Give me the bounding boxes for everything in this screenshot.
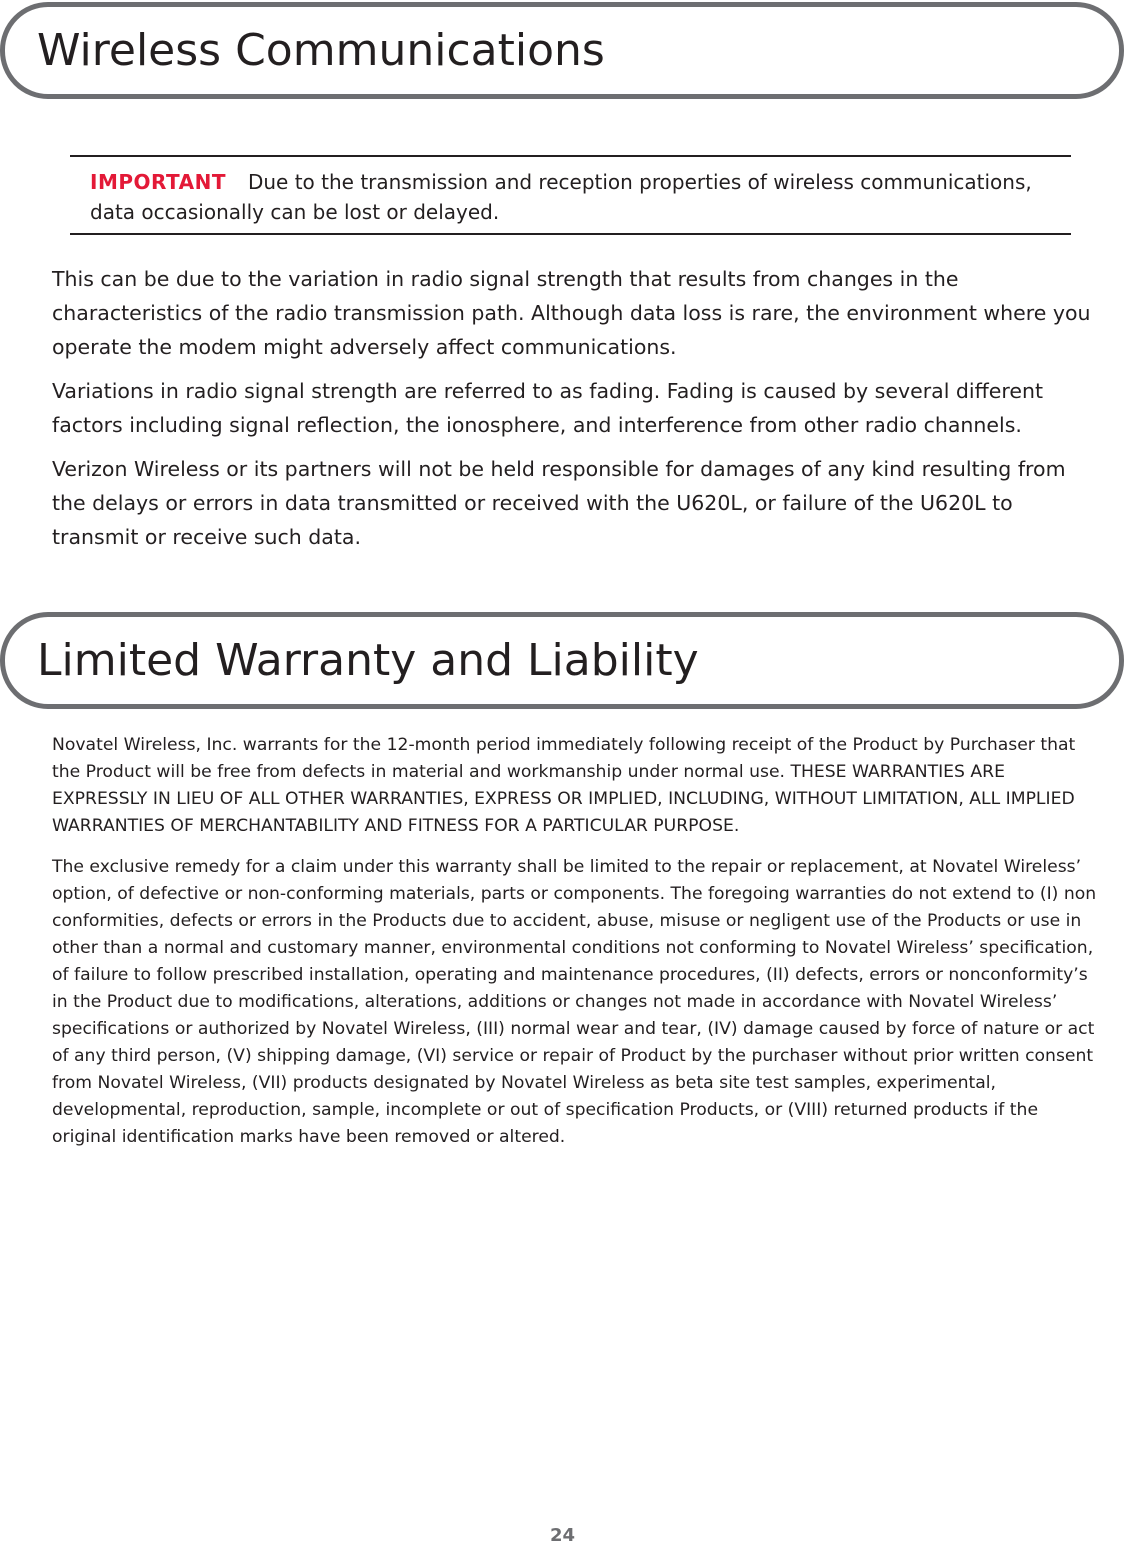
wireless-paragraph-2: Variations in radio signal strength are referred to as fading. Fading is caused by several different factors including signal reflection, the ionosphere, and interference from other radio channels.: [52, 379, 1043, 437]
wireless-communications-title: Wireless Communications: [37, 25, 605, 76]
limited-warranty-banner: [0, 612, 1124, 709]
wireless-communications-banner: [0, 2, 1124, 99]
wireless-body: [52, 262, 1102, 564]
warranty-paragraph-1: Novatel Wireless, Inc. warrants for the 12-month period immediately following receipt of the Product by Purchaser that the Product will be free from defects in material and workmanship under normal use. THESE WARRANTIES ARE EXPRESSLY IN LIEU OF ALL OTHER WARRANTIES, EXPRESS OR IMPLIED, INCLUDING, WITHOUT LIMITATION, ALL IMPLIED WARRANTIES OF MERCHANTABILITY AND FITNESS FOR A PARTICULAR PURPOSE.: [52, 735, 1076, 836]
important-notice: [70, 155, 1071, 235]
page-number: 24: [549, 1525, 576, 1546]
warranty-body: [52, 732, 1100, 1165]
limited-warranty-title: Limited Warranty and Liability: [37, 635, 699, 686]
important-label: IMPORTANT: [90, 170, 226, 194]
important-message: Due to the transmission and reception properties of wireless communications, data occasionally can be lost or delayed.: [90, 170, 1032, 224]
important-notice-text: [90, 167, 1065, 227]
warranty-paragraph-2: The exclusive remedy for a claim under this warranty shall be limited to the repair or replacement, at Novatel Wireless’ option, of defective or non-conforming materials, parts or components. The foregoing warranties do not extend to (I) non conformities, defects or errors in the Products due to accident, abuse, misuse or negligent use of the Products or use in other than a normal and customary manner, environmental conditions not conforming to Novatel Wireless’ specification, of failure to follow prescribed installation, operating and maintenance procedures, (II) defects, errors or nonconformity’s in the Product due to modifications, alterations, additions or changes not made in accordance with Novatel Wireless’ specifications or authorized by Novatel Wireless, (III) normal wear and tear, (IV) damage caused by force of nature or act of any third person, (V) shipping damage, (VI) service or repair of Product by the purchaser without prior written consent from Novatel Wireless, (VII) products designated by Novatel Wireless as beta site test samples, experimental, developmental, reproduction, sample, incomplete or out of specification Products, or (VIII) returned products if the original identification marks have been removed or altered.: [52, 857, 1097, 1147]
wireless-paragraph-1: This can be due to the variation in radio signal strength that results from changes in the characteristics of the radio transmission path. Although data loss is rare, the environment where you operate the modem might adversely affect communications.: [52, 267, 1091, 359]
wireless-paragraph-3: Verizon Wireless or its partners will not be held responsible for damages of any kind resulting from the delays or errors in data transmitted or received with the U620L, or failure of the U620L to transmit or receive such data.: [52, 457, 1066, 549]
